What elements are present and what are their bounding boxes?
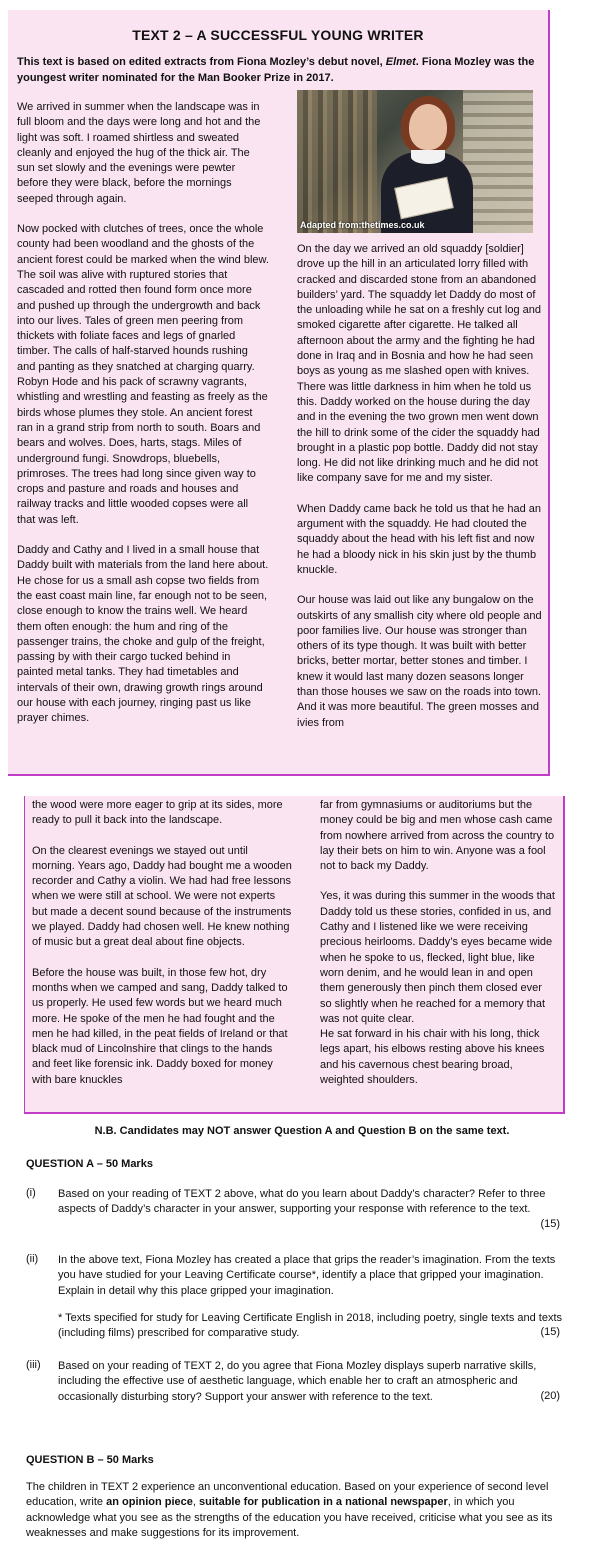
question-b-bold: an opinion piece xyxy=(106,1496,193,1509)
paragraph: Daddy and Cathy and I lived in a small house that Daddy built with materials from the land here about. He chose for us a small ash copse two fields from the east coast main line, far enough not to be seen, close enough to know the trains well. We heard them often enough: the hum and ring of the passenger trains, the choke and gulp of the freight, passing by with their cargo tucked behind in painted metal tanks. They had timetables and intervals of their own, drawing growth rings around our house with each journey, ringing past us like prayer chimes. xyxy=(17,544,269,725)
paragraph: On the clearest evenings we stayed out until morning. Years ago, Daddy had bought me a wooden recorder and Cathy a violin. We had had free lessons when we were still at school. We were not experts but made a decent sound because of the instruments we played. Daddy had chosen well. He knew nothing of music but a great deal about fine objects. xyxy=(32,844,292,949)
question-marks: (15) xyxy=(540,1326,560,1338)
text-column-1 xyxy=(17,100,269,742)
paragraph: On the day we arrived an old squaddy [soldier] drove up the hill in an articulated lorry filled with cracked and discarded stone from an abandoned builders’ yard. The squaddy let Daddy do most of the unloading while he sat on a freshly cut log and smoked cigarette after cigarette. He talked all afternoon about the army and the fighting he had done in Iraq and in Bosnia and how he had seen boys as young as me slashed open with knives. There was little darkness in him when he told us this. Daddy worked on the house during the day and in the evening the two grown men went down the hill to drink some of the cider the squaddy had brought in a plastic pop bottle. Daddy did not stay long. He did not like drinking much and he did not like company save for me and my sister. xyxy=(297,243,541,485)
paragraph: When Daddy came back he told us that he had an argument with the squaddy. He had clouted the squaddy about the head with his left fist and now he had a bloody nick in his skin just by the thumb knuckle. xyxy=(297,502,541,576)
question-text: Based on your reading of TEXT 2 above, what do you learn about Daddy’s character? Refer to three aspects of Daddy’s character in your answer, supporting your response with reference to the text. xyxy=(58,1188,546,1216)
question-marks: (15) xyxy=(540,1218,560,1230)
text-column-2 xyxy=(297,242,543,746)
author-collar xyxy=(411,150,445,164)
question-marks: (20) xyxy=(540,1390,560,1402)
bookshelf xyxy=(297,90,377,233)
intro-text-end: . Fiona Mozley was the youngest writer nominated for the Man Booker Prize in 2017. xyxy=(17,56,535,84)
paragraph: Now pocked with clutches of trees, once the whole county had been woodland and the ghosts of the ancient forest could be marked when the wind blew. The soil was alive with ruptured stories that cascaded and rotted then found form once more and pushed up through the undergrowth and back into our lives. Tales of green men peering from thickets with foliate faces and legs of gnarled timber. The calls of half-starved hounds rushing and panting as they snatched at charging quarry. Robyn Hode and his pack of scrawny vagrants, whistling and wrestling and feasting as freely as the birds whose plumes they stole. An ancient forest ran in a grand strip from north to south. Boars and bears and wolves. Does, harts, stags. Miles of underground fungi. Snowdrops, bluebells, primroses. The trees had long since given way to crops and pasture and roads and houses and railway tracks and little wooded copses were all that was left. xyxy=(17,223,269,526)
question-a-iii: Based on your reading of TEXT 2, do you agree that Fiona Mozley displays superb narrative skills, including the effective use of aesthetic language, which enable her to craft an atmospheric and occasionally disturbing story? Support your answer with reference to the text. xyxy=(58,1360,537,1403)
paragraph: We arrived in summer when the landscape was in full bloom and the days were long and hot and the light was soft. I roamed shirtless and sweated cleanly and enjoyed the hug of the thick air. The sun set slowly and the evenings were pewter before they were black, before the mornings seeped through again. xyxy=(17,101,261,205)
paragraph: Yes, it was during this summer in the woods that Daddy told us these stories, confided in us, and Cathy and I listened like we were receiving precious heirlooms. Daddy’s eyes became wide when he spoke to us, flecked, light blue, like worn denim, and he would lean in and open them generously then pinch them closed ever so slightly when he reached for a memory that was not quite clear. xyxy=(320,890,555,1025)
paragraph: He sat forward in his chair with his long, thick legs apart, his elbows resting above his knees and his cavernous chest bearing broad, weighted shoulders. xyxy=(320,1028,545,1087)
question-b-text xyxy=(26,1480,566,1542)
question-number: (iii) xyxy=(26,1359,41,1371)
paragraph: the wood were more eager to grip at its sides, more ready to pull it back into the landscape. xyxy=(32,799,283,827)
pinboard xyxy=(463,90,533,233)
author-face xyxy=(409,104,447,150)
question-a-i xyxy=(58,1187,564,1218)
nb-instruction: N.B. Candidates may NOT answer Question A and Question B on the same text. xyxy=(94,1125,510,1137)
intro-paragraph xyxy=(17,54,537,86)
paragraph: far from gymnasiums or auditoriums but the money could be big and men whose cash came from nowhere arrived from across the country to lay their bets on him to win. Anyone was a fool not to back my Daddy. xyxy=(320,799,555,873)
paragraph: Before the house was built, in those few hot, dry months when we camped and sang, Daddy talked to us properly. He used few words but we heard much more. He spoke of the men he had fought and the men he had killed, in the peat fields of Ireland or that black mud of Lincolnshire that clings to the hands and feet like forensic ink. Daddy boxed for money with bare knuckles xyxy=(32,966,288,1086)
question-a-heading: QUESTION A – 50 Marks xyxy=(26,1158,153,1170)
text-column-4 xyxy=(320,798,556,1103)
question-b-heading: QUESTION B – 50 Marks xyxy=(26,1454,154,1466)
novel-title: Elmet xyxy=(385,56,416,68)
question-number: (i) xyxy=(26,1187,36,1199)
question-b-part: The children in TEXT 2 experience an unconventional education. Based on your experience of second level education, write xyxy=(26,1481,549,1509)
intro-text: This text is based on edited extracts from Fiona Mozley’s debut novel, xyxy=(17,56,386,68)
question-b-part: , in which you acknowledge what you see as the strengths of the education you have received, criticise what you see as its weaknesses and make suggestions for its improvement. xyxy=(26,1496,553,1540)
author-photo xyxy=(297,90,533,233)
text-title: TEXT 2 – A SUCCESSFUL YOUNG WRITER xyxy=(132,27,424,43)
text-column-3 xyxy=(32,798,292,1103)
question-a-ii: In the above text, Fiona Mozley has created a place that grips the reader’s imagination. From the texts you have studied for your Leaving Certificate course*, identify a place that gripped your imagination. Explain in detail why this place gripped your imagination. xyxy=(58,1254,556,1297)
question-b-bold: suitable for publication in a national newspaper xyxy=(199,1496,448,1509)
question-b-part: , xyxy=(192,1496,200,1509)
question-note: * Texts specified for study for Leaving Certificate English in 2018, including poetry, single texts and texts (including films) prescribed for comparative study. xyxy=(58,1312,563,1340)
photo-caption: Adapted from:thetimes.co.uk xyxy=(300,220,425,230)
question-number: (ii) xyxy=(26,1253,39,1265)
paragraph: Our house was laid out like any bungalow on the outskirts of any smallish city where old people and poor families live. Our house was stronger than others of its type though. It was built with better bricks, better mortar, better stones and timber. I knew it would last many dozen seasons longer than those houses we saw on the roads into town. And it was more beautiful. The green mosses and ivies from xyxy=(297,594,542,729)
